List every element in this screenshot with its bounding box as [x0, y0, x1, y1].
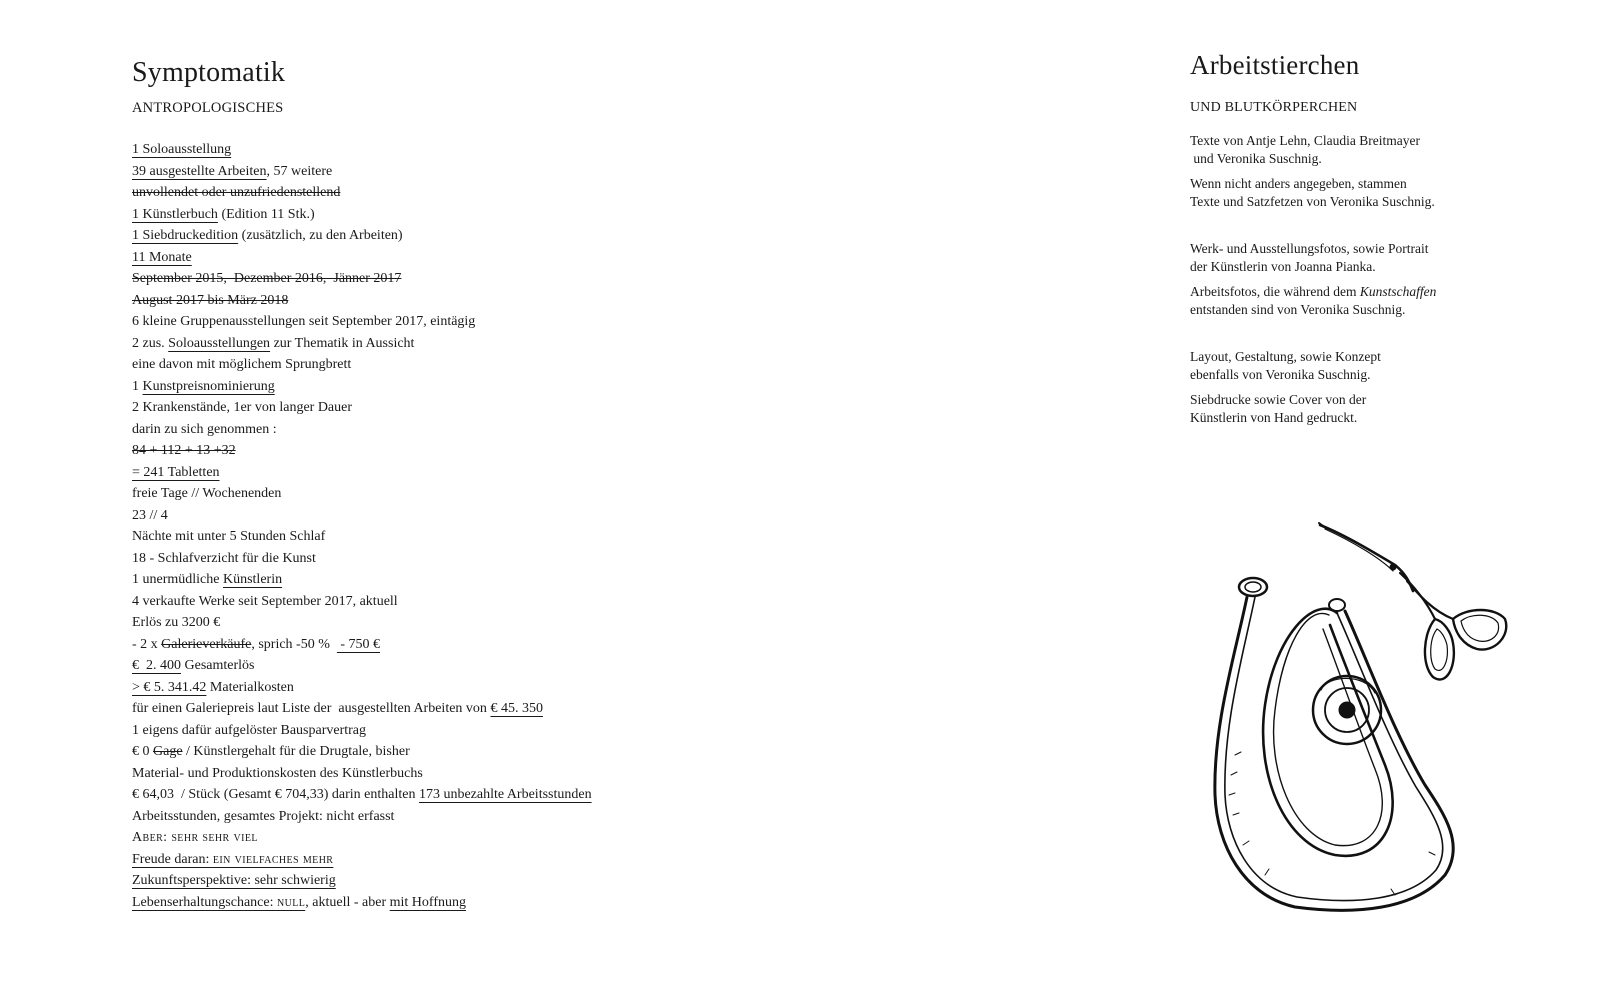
list-item-text: = 241 Tabletten — [132, 464, 220, 480]
list-item-text: Kunstpreisnominierung — [142, 378, 275, 394]
list-item-text: Gage — [153, 744, 183, 759]
list-item — [132, 161, 752, 183]
list-item-text: Nächte mit unter 5 Stunden Schlaf — [132, 529, 326, 544]
page-subtitle: ANTROPOLOGISCHES — [132, 100, 284, 116]
list-item — [132, 569, 752, 591]
list-item-text: - 2 x — [132, 636, 162, 652]
symptom-list — [132, 139, 752, 913]
list-item-text: Soloausstellungen — [168, 335, 271, 351]
list-item — [132, 806, 752, 828]
left-page — [132, 56, 752, 913]
list-item-text: 1 unermüdliche — [132, 572, 223, 587]
list-item-text: 11 Monate — [132, 249, 192, 265]
list-item — [132, 698, 752, 720]
list-item-text: 84 + 112 + 13 +32 — [132, 443, 236, 458]
list-item — [132, 784, 752, 806]
list-item-text: 1 Soloausstellung — [132, 142, 232, 157]
list-item — [132, 268, 752, 290]
list-item-text: 39 ausgestellte Arbeiten — [132, 163, 267, 179]
list-item-text: 1 eigens dafür aufgelöster Bausparvertrag — [132, 722, 367, 738]
list-item-text: ein vielfaches mehr — [212, 851, 334, 867]
list-item — [132, 655, 752, 677]
list-item-text: mit Hoffnung — [389, 894, 466, 910]
list-item-text: darin zu sich genommen : — [132, 421, 277, 437]
list-item — [132, 849, 752, 871]
list-item-text: 18 - Schlafverzicht für die Kunst — [132, 550, 316, 566]
list-item — [132, 763, 752, 785]
list-item — [132, 827, 752, 849]
list-item-text: - 750 € — [336, 636, 381, 652]
list-item — [132, 204, 752, 226]
credits-texts: Texte von Antje Lehn, Claudia Breitmayer und Veronika Suschnig. — [1190, 133, 1420, 166]
credits-prints: Siebdrucke sowie Cover von der Künstlerin von Hand gedruckt. — [1190, 392, 1367, 425]
stethoscope-and-scissors-drawing-icon — [1195, 515, 1525, 915]
list-item-text: / Künstlergehalt für die Drugtale, bisher — [182, 744, 410, 759]
list-item — [132, 354, 752, 376]
list-item-text: Zukunftsperspektive: sehr schwierig — [132, 873, 336, 888]
list-item-text: 1 Siebdruckedition — [132, 228, 239, 243]
list-item-text: 4 verkaufte Werke seit September 2017, aktuell — [132, 593, 398, 609]
list-item-text: eine davon mit möglichem Sprungbrett — [132, 357, 352, 372]
list-item — [132, 225, 752, 247]
list-item-text: 173 unbezahlte Arbeitsstunden — [418, 787, 592, 802]
list-item-text: Material- und Produktionskosten des Künstlerbuchs — [132, 765, 423, 781]
list-item-text: € 45. 350 — [490, 701, 543, 716]
list-item — [132, 311, 752, 333]
list-item-text: Künstlerin — [222, 572, 283, 587]
list-item — [132, 139, 752, 161]
list-item — [132, 182, 752, 204]
list-item-text: (Edition 11 Stk.) — [217, 206, 315, 222]
list-item — [132, 892, 752, 914]
list-item-text: freie Tage // Wochenenden — [132, 486, 282, 501]
list-item-text: € 0 — [132, 744, 153, 759]
list-item-text: , 57 weitere — [266, 163, 333, 179]
list-item-text: 1 Künstlerbuch — [132, 206, 218, 222]
list-item-text: (zusätzlich, zu den Arbeiten) — [238, 228, 403, 243]
list-item — [132, 612, 752, 634]
list-item — [132, 526, 752, 548]
list-item-text: Aber: sehr sehr viel — [132, 830, 258, 845]
list-item — [132, 247, 752, 269]
list-item-text: Gesamterlös — [181, 658, 255, 673]
list-item — [132, 483, 752, 505]
list-item-text: Lebenserhaltungschance: — [132, 894, 277, 910]
credits-subtitle: UND BLUTKÖRPERCHEN — [1190, 100, 1358, 115]
list-item — [132, 720, 752, 742]
list-item-text: für einen Galeriepreis laut Liste der ausgestellten Arbeiten von — [132, 701, 491, 716]
list-item — [132, 870, 752, 892]
credits-layout: Layout, Gestaltung, sowie Konzept ebenfalls von Veronika Suschnig. — [1190, 349, 1381, 382]
list-item-text: zur Thematik in Aussicht — [270, 335, 415, 351]
list-item — [132, 397, 752, 419]
list-item-text: Materialkosten — [206, 679, 294, 695]
list-item — [132, 462, 752, 484]
list-item-text: Freude daran: — [132, 851, 213, 867]
list-item — [132, 548, 752, 570]
list-item-text: 2 zus. — [132, 335, 169, 351]
list-item — [132, 634, 752, 656]
list-item-text: Erlös zu 3200 € — [132, 615, 221, 630]
list-item-text: > € 5. 341.42 — [132, 679, 207, 695]
credits-work-photos: Arbeitsfotos, die während dem Kunstschaffen entstanden sind von Veronika Suschnig. — [1190, 284, 1437, 317]
list-item-text: August 2017 bis März 2018 — [132, 292, 289, 308]
list-item-text: Galerieverkäufe — [161, 636, 252, 652]
list-item-text: Arbeitsstunden, gesamtes Projekt: nicht erfasst — [132, 808, 395, 824]
credits-photos: Werk- und Ausstellungsfotos, sowie Portrait der Künstlerin von Joanna Pianka. — [1190, 241, 1429, 274]
list-item — [132, 677, 752, 699]
list-item — [132, 333, 752, 355]
list-item — [132, 419, 752, 441]
credits-title: Arbeitstierchen — [1190, 50, 1360, 80]
list-item — [132, 591, 752, 613]
list-item-text: , aktuell - aber — [305, 894, 390, 910]
list-item — [132, 376, 752, 398]
list-item-text: unvollendet oder unzufriedenstellend — [132, 185, 341, 200]
list-item-text: 6 kleine Gruppenausstellungen seit September 2017, eintägig — [132, 314, 476, 329]
list-item-text: 1 — [132, 378, 143, 394]
list-item-text: 23 // 4 — [132, 507, 168, 523]
list-item — [132, 505, 752, 527]
list-item-text: € 64,03 / Stück (Gesamt € 704,33) darin enthalten — [132, 787, 419, 802]
list-item-text: 2 Krankenstände, 1er von langer Dauer — [132, 400, 353, 415]
list-item-text: , sprich -50 % — [251, 636, 337, 652]
credits-text-source: Wenn nicht anders angegeben, stammen Texte und Satzfetzen von Veronika Suschnig. — [1190, 176, 1435, 209]
list-item-text: September 2015, Dezember 2016, Jänner 2017 — [132, 271, 402, 286]
list-item-text: € 2. 400 — [132, 658, 181, 673]
list-item — [132, 290, 752, 312]
list-item-text: null — [277, 894, 306, 910]
right-page — [1190, 48, 1510, 426]
list-item — [132, 741, 752, 763]
list-item — [132, 440, 752, 462]
page-title: Symptomatik — [132, 57, 286, 88]
